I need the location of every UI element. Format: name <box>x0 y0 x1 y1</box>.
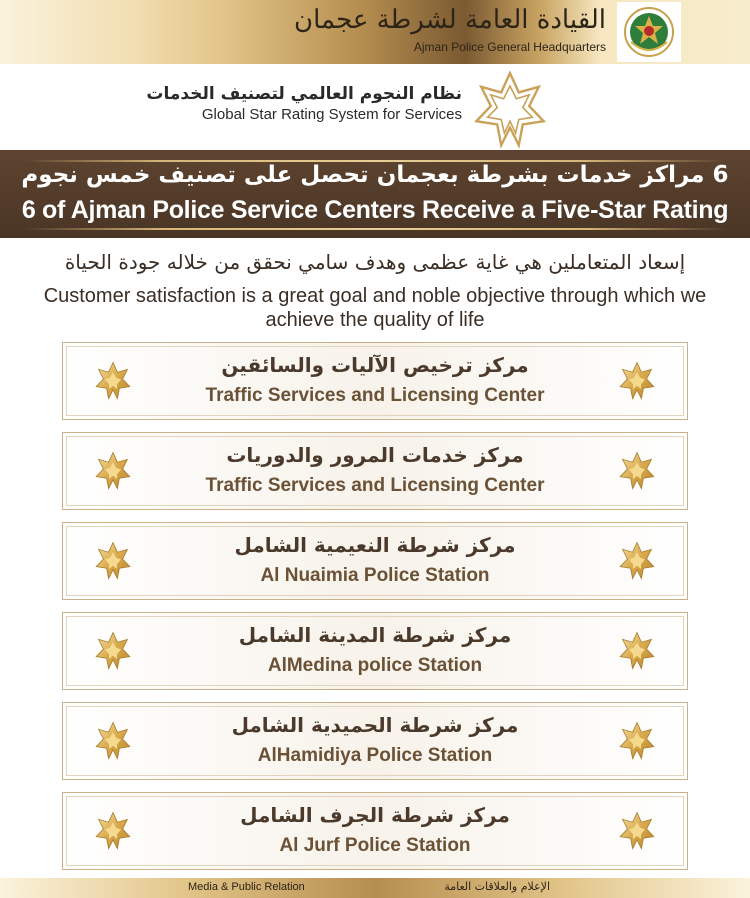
header-title-arabic: القيادة العامة لشرطة عجمان <box>294 5 606 35</box>
gold-star-icon <box>617 541 657 581</box>
slogan-arabic: إسعاد المتعاملين هي غاية عظمى وهدف سامي نحقق من خلاله جودة الحياة <box>64 250 686 274</box>
center-name-english: AlHamidiya Police Station <box>257 745 493 766</box>
slogan-english: Customer satisfaction is a great goal and noble objective through which we achieve the quality of life <box>43 285 707 331</box>
center-row-6 <box>62 792 688 870</box>
center-row-1 <box>62 342 688 420</box>
footer-text-english: Media & Public Relation <box>188 881 305 893</box>
gold-star-icon <box>617 361 657 401</box>
center-name-english: Traffic Services and Licensing Center <box>205 385 545 406</box>
gold-star-icon <box>617 631 657 671</box>
gold-star-icon <box>617 811 657 851</box>
gold-star-icon <box>93 361 133 401</box>
gold-star-icon <box>93 541 133 581</box>
center-name-arabic: مركز شرطة المدينة الشامل <box>238 623 512 647</box>
gold-star-icon <box>93 631 133 671</box>
center-name-english: Traffic Services and Licensing Center <box>205 475 545 496</box>
banner-title-arabic: 6 مراكز خدمات بشرطة بعجمان تحصل على تصنيف خمس نجوم <box>21 162 729 188</box>
center-name-english: Al Jurf Police Station <box>279 835 471 856</box>
gold-star-icon <box>617 451 657 491</box>
footer-text-arabic: الإعلام والعلاقات العامة <box>444 880 550 893</box>
ajman-police-emblem-icon <box>617 2 681 62</box>
banner-title-english: 6 of Ajman Police Service Centers Receive a Five-Star Rating <box>21 196 729 224</box>
center-name-english: AlMedina police Station <box>267 655 483 676</box>
center-name-arabic: مركز شرطة النعيمية الشامل <box>234 533 516 557</box>
center-name-arabic: مركز خدمات المرور والدوريات <box>226 443 524 467</box>
rating-system-title-arabic: نظام النجوم العالمي لتصنيف الخدمات <box>146 84 462 104</box>
center-name-english: Al Nuaimia Police Station <box>260 565 490 586</box>
center-name-arabic: مركز ترخيص الآليات والسائقين <box>221 353 529 377</box>
gold-star-icon <box>93 451 133 491</box>
gold-star-icon <box>93 721 133 761</box>
rating-system-title-english: Global Star Rating System for Services <box>201 106 462 123</box>
center-row-4 <box>62 612 688 690</box>
seven-point-star-icon <box>470 70 550 150</box>
banner-divider-bottom <box>24 228 726 230</box>
center-name-arabic: مركز شرطة الحميدية الشامل <box>231 713 519 737</box>
footer-bar <box>0 878 750 898</box>
center-row-2 <box>62 432 688 510</box>
gold-star-icon <box>617 721 657 761</box>
center-row-5 <box>62 702 688 780</box>
gold-star-icon <box>93 811 133 851</box>
header-title-english: Ajman Police General Headquarters <box>413 40 606 54</box>
center-row-3 <box>62 522 688 600</box>
center-name-arabic: مركز شرطة الجرف الشامل <box>240 803 510 827</box>
